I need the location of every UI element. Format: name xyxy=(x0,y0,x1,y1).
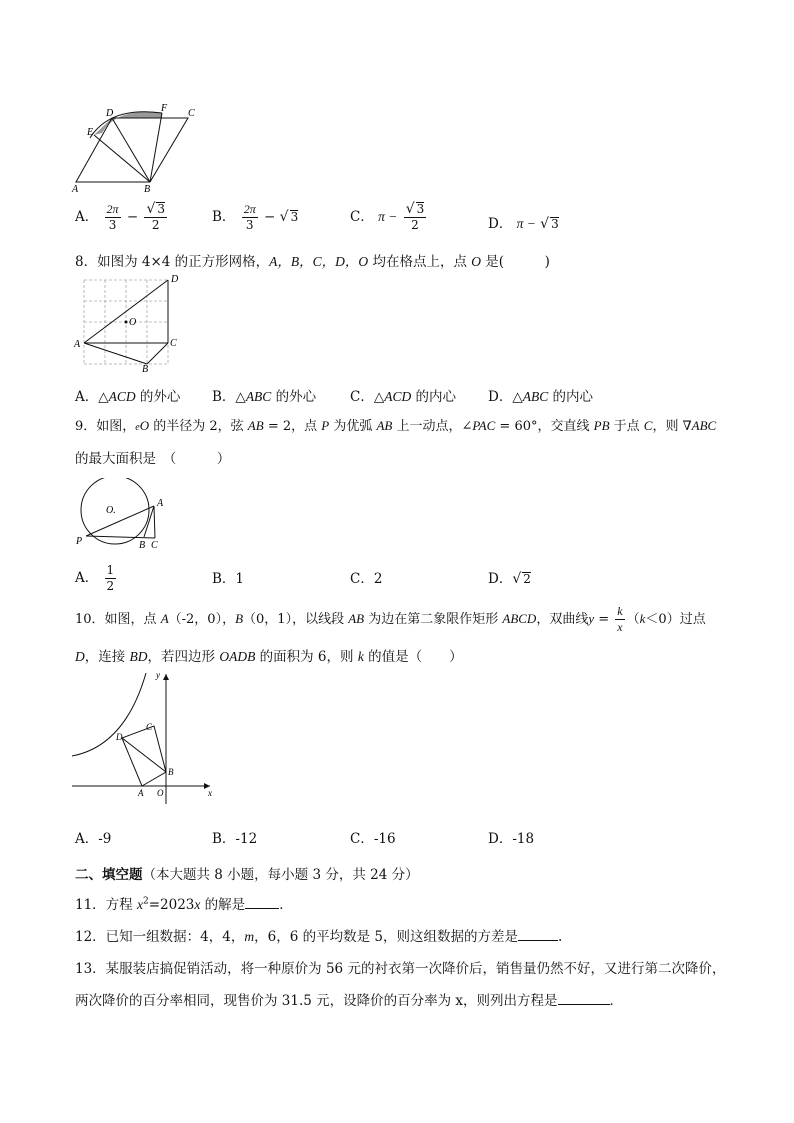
q9-option-d[interactable]: D．√ 2 xyxy=(488,571,531,587)
q7-option-c-label: C． xyxy=(350,209,374,225)
q10-label-c: C xyxy=(146,722,153,732)
q7-label-c: C xyxy=(188,108,195,119)
q10-label-b: B xyxy=(168,767,174,777)
q10-option-a[interactable]: A．-9 xyxy=(75,831,112,847)
q11-answer-blank[interactable] xyxy=(245,908,279,909)
q9-option-b[interactable]: B．1 xyxy=(212,571,245,587)
q7-option-b-label: B． xyxy=(212,209,236,225)
section-title: 二、填空题 xyxy=(75,867,143,883)
q8-label-c: C xyxy=(170,338,177,349)
q10-stem-line1: 10．如图，点 A（-2，0），B（0，1），以线段 AB 为边在第二象限作矩形 ABCD，双曲线y = $\frac{k}{x}$ （k＜0）过点 xyxy=(75,604,706,634)
q9-stem-line2: 的最大面积是 （ ） xyxy=(75,451,231,467)
q7-option-d[interactable]: D． π − √ 3 xyxy=(488,216,559,232)
q9-label-p: P xyxy=(76,536,83,547)
q7-label-d: D xyxy=(106,108,114,119)
q11-stem: 11．方程 $x^2=2023x$ 的解是 ． xyxy=(75,896,293,913)
q8-option-a[interactable]: A．△ACD 的外心 xyxy=(75,389,181,405)
q7-option-d-label: D． xyxy=(488,216,513,232)
section-heading xyxy=(75,863,419,883)
q9-label-a: A xyxy=(157,498,164,509)
q9-stem-line1: 9．如图，eO 的半径为 2，弦 AB = 2，点 P 为优弧 AB 上一动点，∠PAC = 60°，交直线 PB 于点 C，则 ∇ABC xyxy=(75,418,717,434)
q7-option-c[interactable]: C． π − $\frac{√ 3}{2}$ xyxy=(350,201,425,232)
q8-label-d: D xyxy=(171,274,179,285)
q9-label-c: C xyxy=(151,540,158,551)
q10-figure xyxy=(70,668,220,808)
q12-stem: 12．已知一组数据：4，4，m，6，6 的平均数是 5，则这组数据的方差是 . xyxy=(75,929,563,945)
q9-label-o: O. xyxy=(106,505,116,516)
q10-label-a: A xyxy=(138,788,144,798)
q10-option-d[interactable]: D．-18 xyxy=(488,831,535,847)
q10-stem-line2: D，连接 BD，若四边形 OADB 的面积为 6，则 k 的值是（ ） xyxy=(75,649,463,665)
q8-option-c[interactable]: C．△ACD 的内心 xyxy=(350,389,457,405)
q7-label-b: B xyxy=(144,184,151,195)
q8-label-b: B xyxy=(142,364,149,372)
q9-figure xyxy=(72,478,172,553)
q8-option-d[interactable]: D．△ABC 的内心 xyxy=(488,389,594,405)
q13-stem-line1: 13．某服装店搞促销活动，将一种原价为 56 元的衬衣第一次降价后，销售量仍然不好，又进行第二次降价， xyxy=(75,961,726,977)
q8-label-o: O xyxy=(129,317,137,328)
q13-stem-line2: 两次降价的百分率相同，现售价为 31.5 元，设降价的百分率为 x，则列出方程是 ． xyxy=(75,993,624,1009)
q8-option-b[interactable]: B．△ABC 的外心 xyxy=(212,389,317,405)
q10-option-c[interactable]: C．-16 xyxy=(350,831,396,847)
q13-answer-blank[interactable] xyxy=(558,1004,610,1005)
q9-option-c[interactable]: C．2 xyxy=(350,571,383,587)
q8-label-a: A xyxy=(74,339,81,350)
q12-answer-blank[interactable] xyxy=(518,940,558,941)
q7-option-a-label: A． xyxy=(75,209,99,225)
q8-stem: 8．如图为 4×4 的正方形网格，A，B，C，D，O 均在格点上，点 O 是( ) xyxy=(75,254,550,270)
q9-option-a[interactable]: A． $\frac{1}{2}$ xyxy=(75,563,115,593)
q7-label-e: E xyxy=(87,127,94,138)
q7-label-f: F xyxy=(161,103,168,114)
q10-option-b[interactable]: B．-12 xyxy=(212,831,258,847)
q10-label-d: D xyxy=(116,732,123,742)
q7-figure xyxy=(70,100,200,195)
section-note: （本大题共 8 小题，每小题 3 分，共 24 分） xyxy=(142,867,419,883)
q7-label-a: A xyxy=(72,184,79,195)
q9-label-b: B xyxy=(139,540,146,551)
q10-label-y: y xyxy=(156,670,160,680)
q10-label-o: O xyxy=(157,788,164,798)
q10-label-x: x xyxy=(208,788,212,798)
q8-figure xyxy=(72,272,187,372)
q7-option-a[interactable]: A． $\frac{2\pi}{3}$ − $\frac{√ 3}{2}$ xyxy=(75,201,166,232)
q7-option-b[interactable]: B． $\frac{2\pi}{3}$ − √ 3 xyxy=(212,202,299,232)
